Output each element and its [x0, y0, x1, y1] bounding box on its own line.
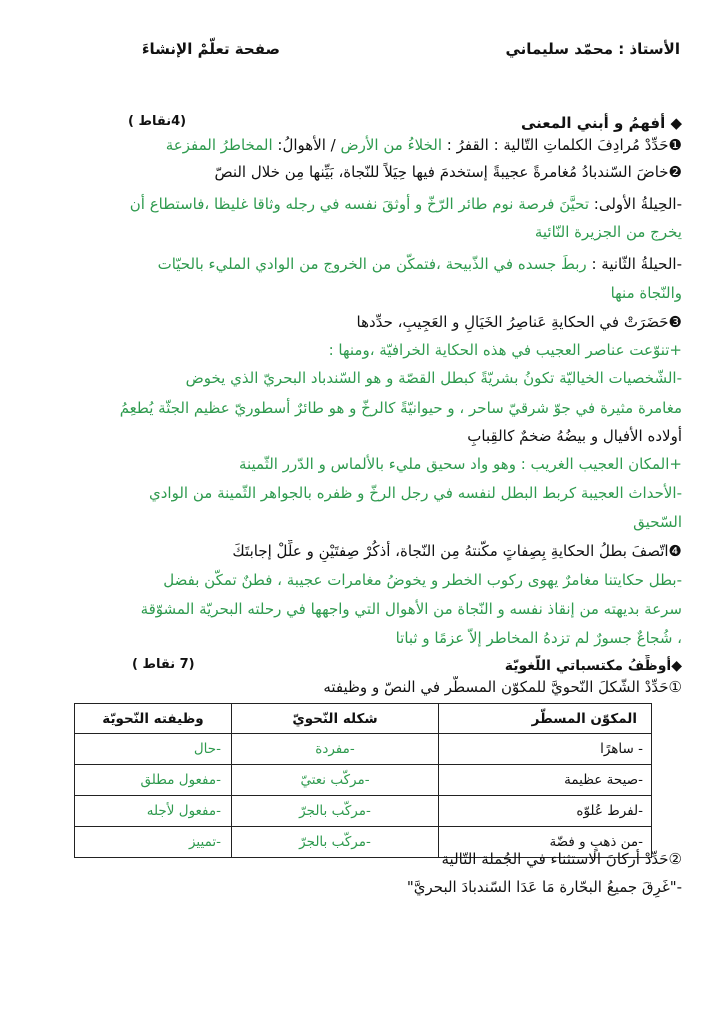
answer-2-trick1: -الحِيلةُ الأولى: تحيَّنَ فرصة نوم طائر الرّخّ و أوثقَ نفسه في رجله وثاقا غليظا ،فاستطاع أن — [129, 195, 682, 213]
answer-3-characters: -الشّخصيات الخياليّة تكونُ بشريّةً كبطل القصّة و هو السّندباد البحريّ الذي يخوض — [185, 369, 682, 387]
table-header: وظيفته النّحويّة — [75, 704, 232, 734]
number-3-icon: ❸ — [668, 313, 682, 331]
table-row — [75, 796, 652, 827]
number-1-icon: ❶ — [668, 136, 682, 154]
table-cell: -مركّب نعتيّ — [232, 765, 439, 796]
answer-4-line2: سرعة بديهته من إنقاذ نفسه و النّجاة من الأهوال التي واجهها في رحلته البحريّة المشوّقة — [140, 600, 682, 618]
answer-4-line1: -بطل حكايتنا مغامرٌ يهوى ركوب الخطر و يخوضُ مغامرات عجيبة ، فطنٌ تمكّن بفضل — [163, 571, 682, 589]
grammar-table — [74, 703, 652, 858]
question-2: ❷خاضَ السّندبادُ مُغامرةً عجيبةً إستخدمَ فيها حِيَلاً للنّجاة، بَيِّنها مِن خلال النصّ — [214, 163, 682, 181]
teacher-name: الأستاذ : محمّد سليماني — [505, 40, 680, 58]
table-cell: -لفرط عُلوّه — [439, 796, 652, 827]
answer-2-trick2-cont: والنّجاة منها — [610, 284, 682, 302]
answer-3-place: +المكان العجيب الغريب : وهو واد سحيق مليء بالألماس و الدّرر الثّمينة — [238, 455, 682, 473]
table-header-row — [75, 704, 652, 734]
table-header: المكوّن المسطّر — [439, 704, 652, 734]
table-cell: -تمييز — [75, 827, 232, 858]
table-cell: -مركّب بالجرّ — [232, 827, 439, 858]
table-row — [75, 765, 652, 796]
section2-question-1: ①حَدِّدْ الشّكلَ النّحويَّ للمكوّن المسطّر في النصّ و وظيفته — [323, 678, 682, 696]
answer-2-trick2: -الحيلةُ الثّانية : ربطَ جسده في الذّبيحة ،فتمكّن من الخروج من الوادي المليء بالحيّات — [157, 255, 682, 273]
answer-3-characters-end: أولاده الأفيال و بيضُهُ ضخمٌ كالقِبابِ — [467, 427, 682, 445]
answer-3-events-cont: السّحيق — [633, 513, 682, 531]
table-cell: -صيحة عظيمة — [439, 765, 652, 796]
circled-1-icon: ① — [668, 678, 682, 696]
table-header: شكله النّحويّ — [232, 704, 439, 734]
table-cell: -مفعول لأجله — [75, 796, 232, 827]
number-2-icon: ❷ — [668, 163, 682, 181]
section2-question-2: ②حَدِّدْ أركانَ الاستثناء في الجُملة التّالية — [441, 850, 682, 868]
answer-3-characters-cont: مغامرة مثيرة في جوّ شرقيّ ساحر ، و حيوانيّةً كالرخّ و هو طائرٌ أسطوريّ عظيم الجثّة يُطعِمُ — [119, 399, 682, 417]
answer-3-events: -الأحداث العجيبة كربط البطل لنفسه في رجل الرخّ و ظفره بالجواهر الثّمينة من الوادي — [149, 484, 682, 502]
table-cell: -مفردة — [232, 734, 439, 765]
page-title: صفحة تعلّمْ الإنشاءَ — [141, 40, 280, 58]
section2-points: (7 نقاط ) — [132, 657, 195, 672]
exception-sentence: -"غَرِقَ جميعُ البحّارة مَا عَدَا السّندبادَ البحريَّ" — [406, 878, 682, 896]
table-cell: -من ذهبٍ و فضّة — [439, 827, 652, 858]
table-cell: -مركّب بالجرّ — [232, 796, 439, 827]
answer-4-line3: ، شُجاعٌ جسورٌ لم تزدهُ المخاطر إلاّ عزمًا و ثباتا — [395, 629, 682, 647]
question-3: ❸حَضَرَتْ في الحكايةِ عَناصِرُ الخَيَالِ و العَجِيبِ، حدِّدها — [356, 313, 682, 331]
answer-1a: الخلاءُ من الأرض — [340, 136, 443, 154]
answer-2-trick1-cont: يخرج من الجزيرة النّائية — [534, 223, 682, 241]
answer-3-intro: +تنوّعت عناصر العجيب في هذه الحكاية الخرافيّة ،ومنها : — [328, 341, 682, 359]
answer-1b: المخاطرُ المفزعة — [165, 136, 273, 154]
section1-title: ◆ أفهمُ و أبني المعنى — [520, 114, 682, 132]
table-row — [75, 734, 652, 765]
question-1: ❶حَدِّدْ مُرادِفَ الكلماتِ التّالية : القفرُ : الخلاءُ من الأرض / الأهوالُ: المخاطرُ المفزعة — [165, 136, 682, 154]
number-4-icon: ❹ — [668, 542, 682, 560]
diamond-bullet-icon: ◆ — [665, 114, 682, 132]
section2-title: ◆أوظِّفُ مكتسباتي اللّغويّة — [504, 658, 682, 674]
table-cell: - ساهرًا — [439, 734, 652, 765]
table-cell: -مفعول مطلق — [75, 765, 232, 796]
table-cell: -حال — [75, 734, 232, 765]
section1-points: (4نقاط ) — [128, 114, 187, 129]
question-4: ❹اتّصفَ بطلُ الحكايةِ بِصِفاتٍ مكّنتهُ مِن النّجاة، أذكُرْ صِفتَيْنِ و علِّلْ إجابتَكَ — [232, 542, 682, 560]
circled-2-icon: ② — [668, 850, 682, 868]
diamond-bullet-icon: ◆ — [671, 658, 682, 674]
